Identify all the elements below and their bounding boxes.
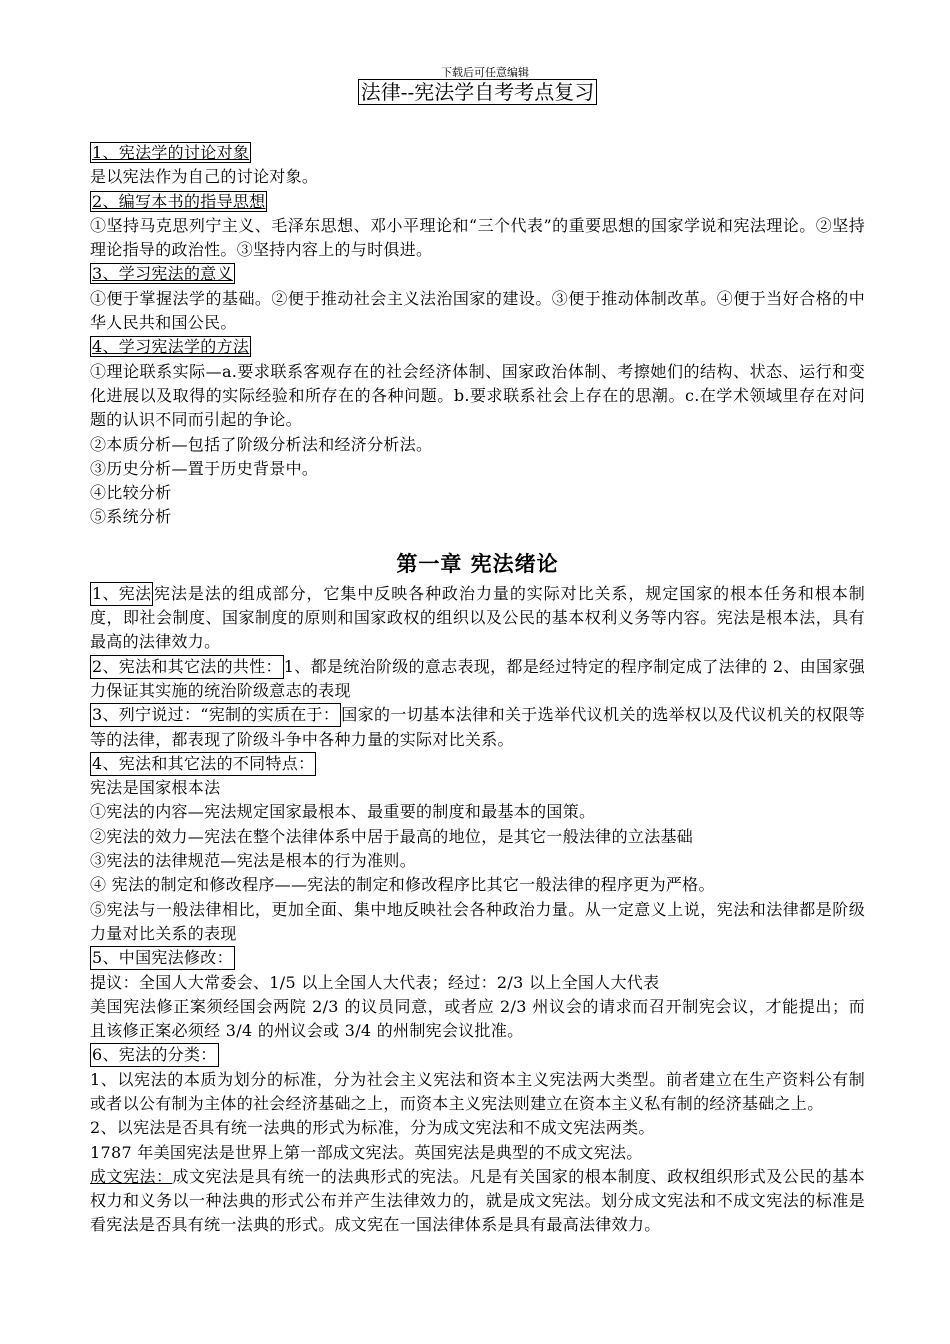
difference-content: ①宪法的内容—宪法规定国家最根本、最重要的制度和最基本的国策。	[90, 802, 596, 822]
heading-differences: 4、宪法和其它法的不同特点：	[90, 752, 316, 776]
paragraph-lenin-quote: 3、列宁说过：“宪制的实质在于： 国家的一切基本法律和关于选举代议机关的选举权以及代议机关的权限等等的法律，都表现了阶级斗争中各种力量的实际对比关系。	[90, 705, 865, 749]
document-title-text: 法律--宪法学自考考点复习	[358, 79, 598, 105]
chapter-title: 第一章 宪法绪论	[396, 550, 559, 576]
difference-fundamental-law: 宪法是国家根本法	[90, 778, 221, 798]
document-page	[90, 66, 865, 1238]
heading-amendment: 5、中国宪法修改：	[90, 946, 235, 970]
header-note: 下载后可任意编辑	[441, 66, 529, 79]
difference-procedure: ④ 宪法的制定和修改程序——宪法的制定和修改程序比其它一般法律的程序更为严格。	[90, 875, 715, 895]
amendment-china: 提议：全国人大常委会、1/5 以上全国人大代表；经过：2/3 以上全国人大代表	[90, 972, 660, 992]
method-essence-analysis: ②本质分析—包括了阶级分析法和经济分析法。	[90, 434, 433, 454]
section-heading-research-object: 1、宪法学的讨论对象	[92, 143, 250, 162]
method-system-analysis: ⑤系统分析	[90, 507, 172, 527]
heading-lenin-quote: 3、列宁说过：“宪制的实质在于：	[90, 703, 341, 727]
difference-effect: ②宪法的效力—宪法在整个法律体系中居于最高的地位，是其它一般法律的立法基础	[90, 826, 694, 846]
heading-classification: 6、宪法的分类：	[90, 1043, 219, 1067]
paragraph-constitution: 1、宪法 宪法是法的组成部分，它集中反映各种政治力量的实际对比关系，规定国家的根本任务和根本制度，即社会制度、国家制度的原则和国家政权的组织以及公民的基本权利义务等内容。宪法是根本法，具有最高的法律效力。	[90, 583, 865, 652]
classification-essence: 1、以宪法的本质为划分的标准，分为社会主义宪法和资本主义宪法两大类型。前者建立在生产资料公有制或者以公有制为主体的社会经济基础之上，而资本主义宪法则建立在资本主义私有制的经济基础之上。	[90, 1069, 865, 1113]
method-theory-practice: ①理论联系实际—a.要求联系客观存在的社会经济体制、国家政治体制、考擦她们的结构、状态、运行和变化进展以及取得的实际经验和所存在的各种问题。b.要求联系社会上存在的思潮。c.在学术领域里存在对问题的认识不同而引起的争论。	[90, 361, 865, 430]
difference-norm: ③宪法的法律规范—宪法是根本的行为准则。	[90, 851, 417, 871]
classification-example: 1787 年美国宪法是世界上第一部成文宪法。英国宪法是典型的不成文宪法。	[90, 1142, 643, 1162]
heading-commonality: 2、宪法和其它法的共性：	[90, 655, 284, 679]
document-title	[90, 79, 865, 105]
method-historical-analysis: ③历史分析—置于历史背景中。	[90, 458, 319, 478]
section-body-significance: ①便于掌握法学的基础。②便于推动社会主义法治国家的建设。③便于推动体制改革。④便于当好合格的中华人民共和国公民。	[90, 288, 865, 333]
classification-form: 2、以宪法是否具有统一法典的形式为标准，分为成文宪法和不成文宪法两类。	[90, 1118, 655, 1138]
amendment-usa: 美国宪法修正案须经国会两院 2/3 的议员同意，或者应 2/3 州议会的请求而召开制宪会议，才能提出；而且该修正案必须经 3/4 的州议会或 3/4 的州制宪会议批准。	[90, 996, 865, 1041]
method-comparative-analysis: ④比较分析	[90, 483, 172, 503]
section-heading-methods: 4、学习宪法学的方法	[92, 337, 250, 357]
section-body-research-object: 是以宪法作为自己的讨论对象。	[90, 167, 319, 187]
section-heading-significance: 3、学习宪法的意义	[92, 264, 233, 284]
section-body-guiding-thought: ①坚持马克思列宁主义、毛泽东思想、邓小平理论和“三个代表”的重要思想的国家学说和宪法理论。②坚持理论指导的政治性。③坚持内容上的与时俱进。	[90, 215, 865, 260]
heading-constitution: 1、宪法	[90, 582, 153, 606]
paragraph-commonality: 2、宪法和其它法的共性： 1、都是统治阶级的意志表现，都是经过特定的程序制定成了法律的 2、由国家强力保证其实施的统治阶级意志的表现	[90, 656, 865, 700]
difference-comparison: ⑤宪法与一般法律相比，更加全面、集中地反映社会各种政治力量。从一定意义上说，宪法和法律都是阶级力量对比关系的表现	[90, 899, 865, 943]
section-heading-guiding-thought: 2、编写本书的指导思想	[92, 191, 266, 211]
paragraph-written-constitution: 成文宪法：成文宪法是具有统一的法典形式的宪法。凡是有关国家的根本制度、政权组织形式及公民的基本权力和义务以一种法典的形式公布并产生法律效力的，就是成文宪法。划分成文宪法和不成文宪法的标准是看宪法是否具有统一法典的形式。成文宪在一国法律体系是具有最高法律效力。	[90, 1166, 865, 1235]
heading-written-constitution: 成文宪法：	[90, 1166, 173, 1186]
